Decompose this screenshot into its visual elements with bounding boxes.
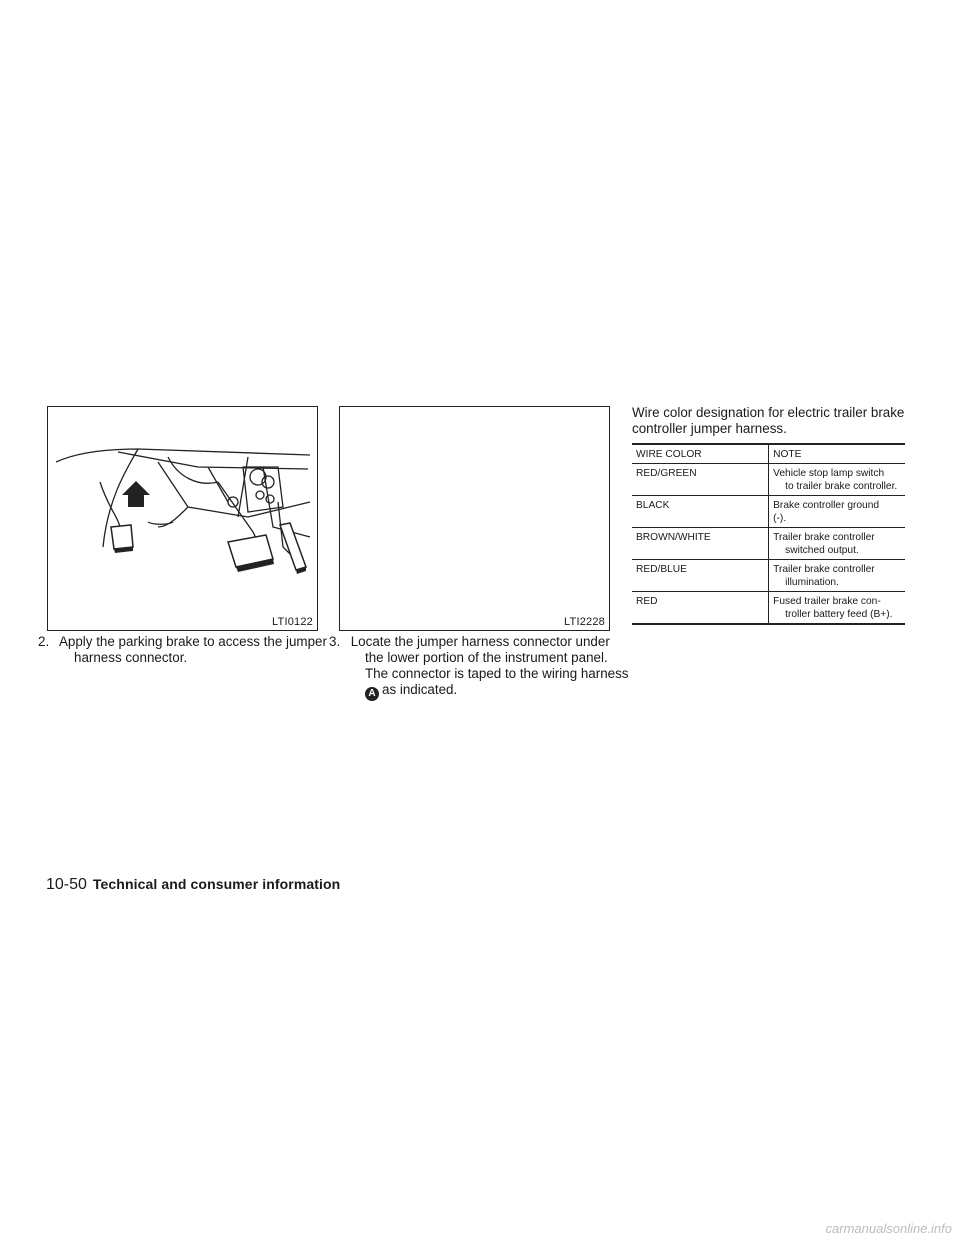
- wire-color-cell: RED: [632, 592, 769, 625]
- page-number: 10-50: [46, 876, 87, 893]
- wire-color-cell: BROWN/WHITE: [632, 528, 769, 560]
- table-row: [632, 560, 905, 592]
- step-3: 3. Locate the jumper harness connector under the lower portion of the instrument panel. The connector is taped to the wiring harness A as indicated.: [329, 634, 629, 699]
- note-line-1: Brake controller ground: [773, 500, 880, 511]
- note-line-2: illumination.: [785, 577, 839, 588]
- step-text: Apply the parking brake to access the jumper harness connector.: [58, 634, 327, 665]
- wire-color-table: [632, 443, 905, 625]
- page-footer: [46, 876, 340, 894]
- table-row: [632, 528, 905, 560]
- callout-a-icon: A: [365, 687, 379, 701]
- note-cell: [769, 496, 905, 528]
- note-line-1: Fused trailer brake con-: [773, 596, 881, 607]
- note-line-2: (-).: [773, 513, 787, 524]
- figure-code: LTI0122: [272, 616, 313, 628]
- note-cell: [769, 560, 905, 592]
- wire-color-cell: RED/GREEN: [632, 464, 769, 496]
- note-line-1: Trailer brake controller: [773, 564, 875, 575]
- table-header-row: [632, 444, 905, 464]
- figure-code: LTI2228: [564, 616, 605, 628]
- figure-pedals: [47, 406, 318, 631]
- section-title: Technical and consumer information: [92, 876, 341, 892]
- wire-color-cell: RED/BLUE: [632, 560, 769, 592]
- note-line-1: Trailer brake controller: [773, 532, 875, 543]
- wire-color-cell: BLACK: [632, 496, 769, 528]
- note-line-2: switched output.: [785, 545, 859, 556]
- note-cell: [769, 464, 905, 496]
- table-row: [632, 464, 905, 496]
- table-row: [632, 592, 905, 625]
- step-2: 2. Apply the parking brake to access the jumper harness connector.: [38, 634, 327, 665]
- step-text: Locate the jumper harness connector under the lower portion of the instrument panel. The connector is taped to the wiring harness: [350, 634, 629, 681]
- note-line-2: to trailer brake controller.: [785, 481, 898, 492]
- column-header-wire-color: WIRE COLOR: [632, 444, 769, 464]
- note-cell: [769, 592, 905, 625]
- note-line-2: troller battery feed (B+).: [785, 609, 893, 620]
- step-text-after: as indicated.: [382, 682, 458, 697]
- table-heading: Wire color designation for electric trailer brake controller jumper harness.: [632, 405, 905, 436]
- figure-harness: [339, 406, 610, 631]
- watermark: carmanualsonline.info: [825, 1221, 952, 1236]
- note-cell: [769, 528, 905, 560]
- table-row: [632, 496, 905, 528]
- pedal-illustration: [48, 407, 317, 630]
- column-header-note: NOTE: [769, 444, 905, 464]
- note-line-1: Vehicle stop lamp switch: [773, 468, 885, 479]
